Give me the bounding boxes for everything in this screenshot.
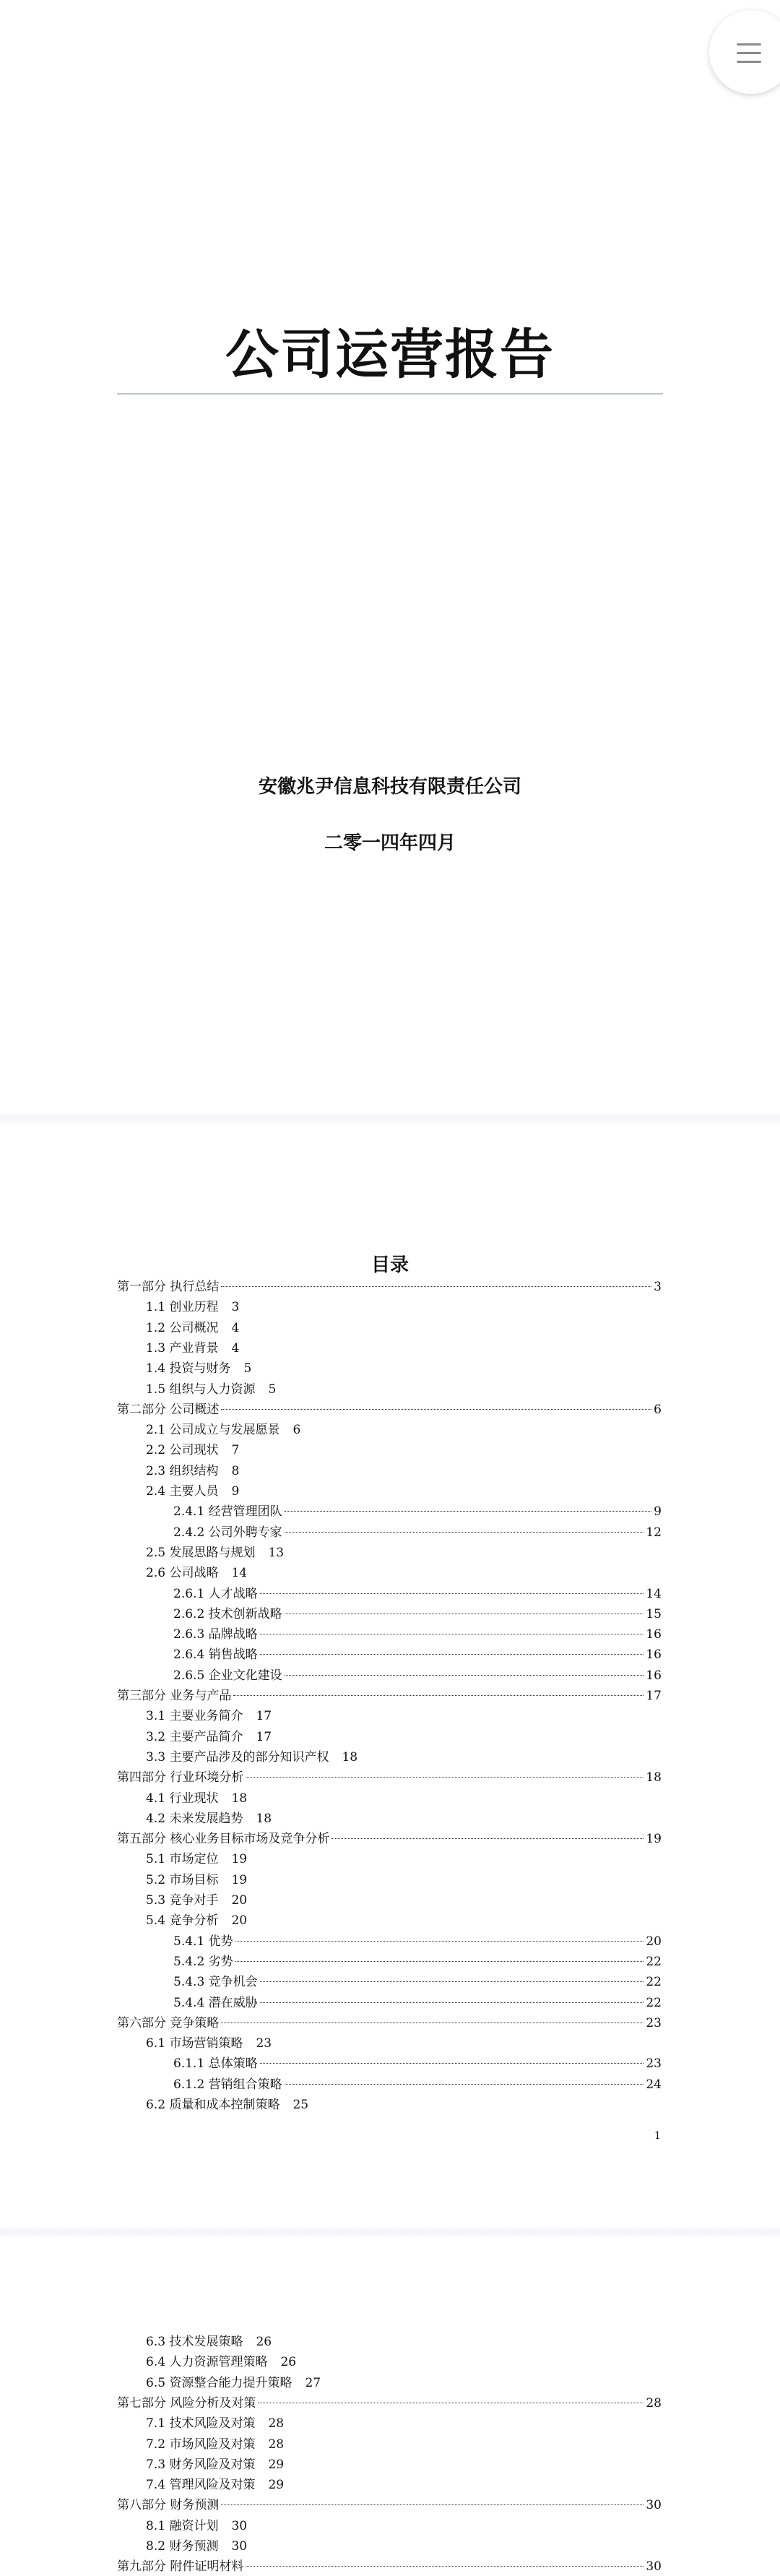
hamburger-menu-icon xyxy=(737,43,761,46)
toc-entry[interactable] xyxy=(146,2034,272,2053)
toc-entry-page: 5 xyxy=(243,1361,252,1377)
toc-entry[interactable] xyxy=(146,1380,276,1399)
toc-entry[interactable] xyxy=(146,2414,284,2433)
toc-entry[interactable] xyxy=(146,2476,284,2494)
toc-entry-page: 30 xyxy=(231,2539,248,2554)
toc-entry-page: 18 xyxy=(646,1770,662,1785)
toc-entry-page: 30 xyxy=(646,2498,662,2513)
toc-entry-page: 23 xyxy=(256,2036,272,2051)
toc-entry-page: 26 xyxy=(256,2335,272,2349)
toc-entry[interactable] xyxy=(146,2435,284,2454)
toc-entry-page: 3 xyxy=(654,1280,662,1294)
hamburger-menu-icon-bar xyxy=(737,52,761,54)
toc-entry[interactable] xyxy=(146,1728,272,1746)
toc-entry-page: 28 xyxy=(646,2395,662,2411)
toc-entry[interactable] xyxy=(146,1850,247,1869)
toc-entry-page: 3 xyxy=(231,1300,240,1315)
toc-entry-page: 19 xyxy=(231,1872,248,1887)
toc-entry-label: 5.3 竞争对手 xyxy=(146,1893,219,1908)
toc-entry-page: 29 xyxy=(268,2457,285,2472)
toc-entry[interactable] xyxy=(117,1400,662,1419)
toc-entry-page: 16 xyxy=(646,1647,662,1663)
toc-entry-page: 25 xyxy=(292,2098,309,2112)
toc-entry-label: 第六部分 竞争策略 xyxy=(117,2015,220,2030)
toc-entry-label: 2.4.1 经营管理团队 xyxy=(173,1504,282,1520)
toc-entry[interactable] xyxy=(146,1441,239,1460)
hamburger-menu-icon-bar xyxy=(737,61,761,63)
toc-entry[interactable] xyxy=(146,1482,239,1501)
toc-entry-label: 2.2 公司现状 xyxy=(146,1443,219,1458)
toc-entry-page: 19 xyxy=(646,1832,662,1847)
toc-entry-page: 16 xyxy=(646,1668,662,1683)
toc-leader-dots xyxy=(285,1675,644,1676)
toc-entry-label: 2.4 主要人员 xyxy=(146,1484,219,1499)
toc-heading: 目录 xyxy=(370,1254,409,1276)
toc-entry-page: 5 xyxy=(268,1382,277,1397)
toc-entry-label: 2.6.3 品牌战略 xyxy=(173,1627,258,1642)
toc-entry-label: 2.4.2 公司外聘专家 xyxy=(173,1525,282,1540)
toc-entry-page: 18 xyxy=(256,1811,272,1826)
toc-entry-page: 8 xyxy=(231,1463,240,1478)
toc-entry-label: 5.4.3 竞争机会 xyxy=(173,1975,258,1990)
toc-entry-page: 22 xyxy=(646,1975,662,1990)
toc-entry[interactable] xyxy=(173,1625,662,1644)
toc-entry-page: 30 xyxy=(646,2559,662,2575)
toc-entry[interactable] xyxy=(146,1748,358,1767)
toc-entry[interactable] xyxy=(117,1278,662,1296)
toc-entry-label: 2.6.4 销售战略 xyxy=(173,1647,258,1663)
toc-entry-page: 27 xyxy=(305,2375,321,2390)
page-separator xyxy=(0,1111,780,1124)
toc-entry[interactable] xyxy=(146,1319,239,1337)
toc-entry[interactable] xyxy=(173,1645,662,1664)
toc-entry[interactable] xyxy=(146,2095,308,2114)
toc-entry[interactable] xyxy=(146,2517,247,2536)
toc-leader-dots xyxy=(233,1695,644,1696)
toc-entry[interactable] xyxy=(173,1952,662,1971)
toc-entry-page: 29 xyxy=(268,2478,285,2493)
toc-entry-label: 5.4.2 劣势 xyxy=(173,1954,233,1969)
toc-entry[interactable] xyxy=(173,1502,662,1521)
toc-entry-label: 5.4 竞争分析 xyxy=(146,1913,219,1929)
toc-entry[interactable] xyxy=(173,1523,662,1542)
toc-leader-dots xyxy=(235,1961,644,1962)
toc-entry-label: 4.2 未来发展趋势 xyxy=(146,1811,243,1826)
toc-leader-dots xyxy=(246,1777,644,1778)
toc-entry[interactable] xyxy=(117,1768,662,1787)
toc-entry[interactable] xyxy=(146,2332,272,2351)
toc-entry-label: 7.4 管理风险及对策 xyxy=(146,2478,256,2493)
toc-entry[interactable] xyxy=(146,1911,247,1930)
toc-entry-page: 17 xyxy=(256,1729,272,1744)
toc-entry-label: 6.4 人力资源管理策略 xyxy=(146,2355,268,2370)
toc-entry-label: 2.6.1 人才战略 xyxy=(173,1586,258,1601)
toc-leader-dots xyxy=(235,1941,644,1942)
toc-entry-page: 28 xyxy=(268,2437,285,2452)
toc-entry[interactable] xyxy=(146,1543,284,1562)
company-name: 安徽兆尹信息科技有限责任公司 xyxy=(258,776,521,798)
toc-entry[interactable] xyxy=(146,1871,247,1890)
toc-entry-page: 23 xyxy=(646,2056,662,2072)
toc-entry-page: 4 xyxy=(231,1320,240,1335)
toc-entry-page: 17 xyxy=(256,1709,272,1724)
toc-entry-label: 6.1 市场营销策略 xyxy=(146,2036,243,2051)
toc-entry-label: 2.6.5 企业文化建设 xyxy=(173,1668,282,1683)
toc-entry[interactable] xyxy=(173,1585,662,1603)
toc-entry-label: 7.1 技术风险及对策 xyxy=(146,2416,256,2431)
title-divider xyxy=(117,393,663,395)
toc-entry-label: 2.6 公司战略 xyxy=(146,1566,219,1581)
toc-entry-label: 3.2 主要产品简介 xyxy=(146,1729,243,1744)
toc-entry-page: 18 xyxy=(342,1749,358,1765)
toc-entry-label: 5.1 市场定位 xyxy=(146,1852,219,1867)
toc-leader-dots xyxy=(260,2002,644,2003)
toc-entry[interactable] xyxy=(117,2496,662,2515)
page-separator xyxy=(0,2226,780,2239)
toc-entry-label: 第七部分 风险分析及对策 xyxy=(117,2395,256,2411)
toc-entry[interactable] xyxy=(117,2394,662,2413)
toc-entry[interactable] xyxy=(173,2075,662,2094)
toc-entry-label: 3.3 主要产品涉及的部分知识产权 xyxy=(146,1749,329,1765)
toc-entry[interactable] xyxy=(146,2537,247,2556)
toc-entry-label: 第四部分 行业环境分析 xyxy=(117,1770,244,1785)
menu-button[interactable] xyxy=(709,10,780,94)
toc-entry-page: 20 xyxy=(646,1934,662,1949)
toc-entry-label: 1.2 公司概况 xyxy=(146,1320,219,1335)
toc-entry-label: 4.1 行业现状 xyxy=(146,1791,219,1806)
toc-leader-dots xyxy=(260,1654,644,1655)
toc-entry-page: 13 xyxy=(268,1545,285,1560)
toc-entry-page: 7 xyxy=(231,1443,240,1458)
toc-entry[interactable] xyxy=(146,1809,272,1828)
toc-leader-dots xyxy=(260,1981,644,1982)
toc-entry-label: 1.3 产业背景 xyxy=(146,1340,219,1356)
toc-entry-label: 3.1 主要业务简介 xyxy=(146,1709,243,1724)
toc-entry-label: 2.6.2 技术创新战略 xyxy=(173,1606,282,1621)
toc-entry-label: 8.2 财务预测 xyxy=(146,2539,219,2554)
toc-leader-dots xyxy=(221,2504,644,2505)
toc-entry[interactable] xyxy=(146,2353,296,2372)
toc-entry-label: 7.2 市场风险及对策 xyxy=(146,2437,256,2452)
toc-entry-label: 1.4 投资与财务 xyxy=(146,1361,231,1377)
toc-entry[interactable] xyxy=(117,2557,662,2576)
toc-entry-label: 1.1 创业历程 xyxy=(146,1300,219,1315)
toc-entry-label: 7.3 财务风险及对策 xyxy=(146,2457,256,2472)
toc-leader-dots xyxy=(285,1511,652,1512)
report-title: 公司运营报告 xyxy=(225,324,555,386)
toc-entry[interactable] xyxy=(146,1462,239,1481)
toc-entry-label: 1.5 组织与人力资源 xyxy=(146,1382,256,1397)
toc-entry-page: 6 xyxy=(292,1423,301,1438)
toc-entry[interactable] xyxy=(173,1973,662,1991)
toc-entry-page: 22 xyxy=(646,1995,662,2010)
toc-entry[interactable] xyxy=(173,1666,662,1685)
toc-entry[interactable] xyxy=(117,1830,662,1848)
toc-entry[interactable] xyxy=(146,1339,239,1358)
toc-entry-page: 19 xyxy=(231,1852,248,1867)
toc-entry-page: 15 xyxy=(646,1606,662,1621)
toc-entry[interactable] xyxy=(146,2374,321,2392)
toc-entry-page: 9 xyxy=(231,1484,240,1499)
toc-entry-label: 2.1 公司成立与发展愿景 xyxy=(146,1423,280,1438)
toc-entry-page: 14 xyxy=(231,1566,248,1581)
toc-entry-label: 6.1.1 总体策略 xyxy=(173,2056,258,2072)
toc-entry-label: 6.3 技术发展策略 xyxy=(146,2335,243,2349)
toc-entry[interactable] xyxy=(146,1298,239,1317)
toc-leader-dots xyxy=(221,1286,651,1287)
toc-entry-page: 14 xyxy=(646,1586,662,1601)
toc-entry-label: 第三部分 业务与产品 xyxy=(117,1689,232,1703)
toc-entry[interactable] xyxy=(146,1789,247,1808)
toc-entry-page: 22 xyxy=(646,1954,662,1969)
toc-entry[interactable] xyxy=(173,1605,662,1624)
toc-entry-label: 5.2 市场目标 xyxy=(146,1872,219,1887)
toc-entry-page: 17 xyxy=(646,1689,662,1703)
toc-entry-page: 4 xyxy=(231,1340,240,1356)
toc-entry[interactable] xyxy=(173,1994,662,2012)
toc-leader-dots xyxy=(285,2084,644,2085)
page-number: 1 xyxy=(654,2130,661,2142)
toc-leader-dots xyxy=(246,2566,644,2567)
toc-entry-page: 20 xyxy=(231,1913,248,1929)
toc-entry-page: 20 xyxy=(231,1893,248,1908)
toc-entry-label: 5.4.1 优势 xyxy=(173,1934,233,1949)
toc-entry-label: 6.5 资源整合能力提升策略 xyxy=(146,2375,292,2390)
toc-entry[interactable] xyxy=(173,1932,662,1951)
toc-entry[interactable] xyxy=(146,1359,251,1378)
toc-entry-page: 12 xyxy=(646,1525,662,1540)
toc-entry-label: 第二部分 公司概述 xyxy=(117,1402,220,1417)
report-date: 二零一四年四月 xyxy=(324,832,456,854)
toc-entry[interactable] xyxy=(146,1707,272,1726)
toc-entry-label: 6.1.2 营销组合策略 xyxy=(173,2077,282,2092)
toc-entry-page: 16 xyxy=(646,1627,662,1642)
toc-entry-label: 5.4.4 潜在威胁 xyxy=(173,1995,258,2010)
toc-entry-page: 23 xyxy=(646,2015,662,2030)
toc-leader-dots xyxy=(260,2063,644,2064)
toc-entry-label: 第一部分 执行总结 xyxy=(117,1280,220,1294)
toc-entry-label: 第九部分 附件证明材料 xyxy=(117,2559,244,2575)
toc-entry[interactable] xyxy=(117,2014,662,2033)
toc-leader-dots xyxy=(221,1409,651,1410)
toc-entry[interactable] xyxy=(173,2054,662,2073)
toc-entry[interactable] xyxy=(146,1891,247,1910)
toc-entry-page: 18 xyxy=(231,1791,248,1806)
toc-entry-page: 30 xyxy=(231,2518,248,2533)
toc-entry-page: 6 xyxy=(654,1402,662,1417)
toc-leader-dots xyxy=(332,1838,644,1839)
toc-entry-label: 2.5 发展思路与规划 xyxy=(146,1545,256,1560)
toc-entry[interactable] xyxy=(146,1564,247,1582)
toc-entry[interactable] xyxy=(146,2455,284,2474)
toc-leader-dots xyxy=(260,1593,644,1594)
toc-entry-label: 第五部分 核心业务目标市场及竞争分析 xyxy=(117,1832,330,1847)
toc-entry-label: 6.2 质量和成本控制策略 xyxy=(146,2098,280,2112)
toc-entry-page: 24 xyxy=(646,2077,662,2092)
toc-entry-page: 9 xyxy=(654,1504,662,1520)
toc-entry-label: 8.1 融资计划 xyxy=(146,2518,219,2533)
toc-leader-dots xyxy=(285,1532,644,1533)
toc-entry-label: 第八部分 财务预测 xyxy=(117,2498,220,2513)
toc-entry-page: 26 xyxy=(280,2355,297,2370)
toc-entry-label: 2.3 组织结构 xyxy=(146,1463,219,1478)
toc-entry-page: 28 xyxy=(268,2416,285,2431)
toc-entry[interactable] xyxy=(146,1421,300,1439)
toc-entry[interactable] xyxy=(117,1687,662,1705)
